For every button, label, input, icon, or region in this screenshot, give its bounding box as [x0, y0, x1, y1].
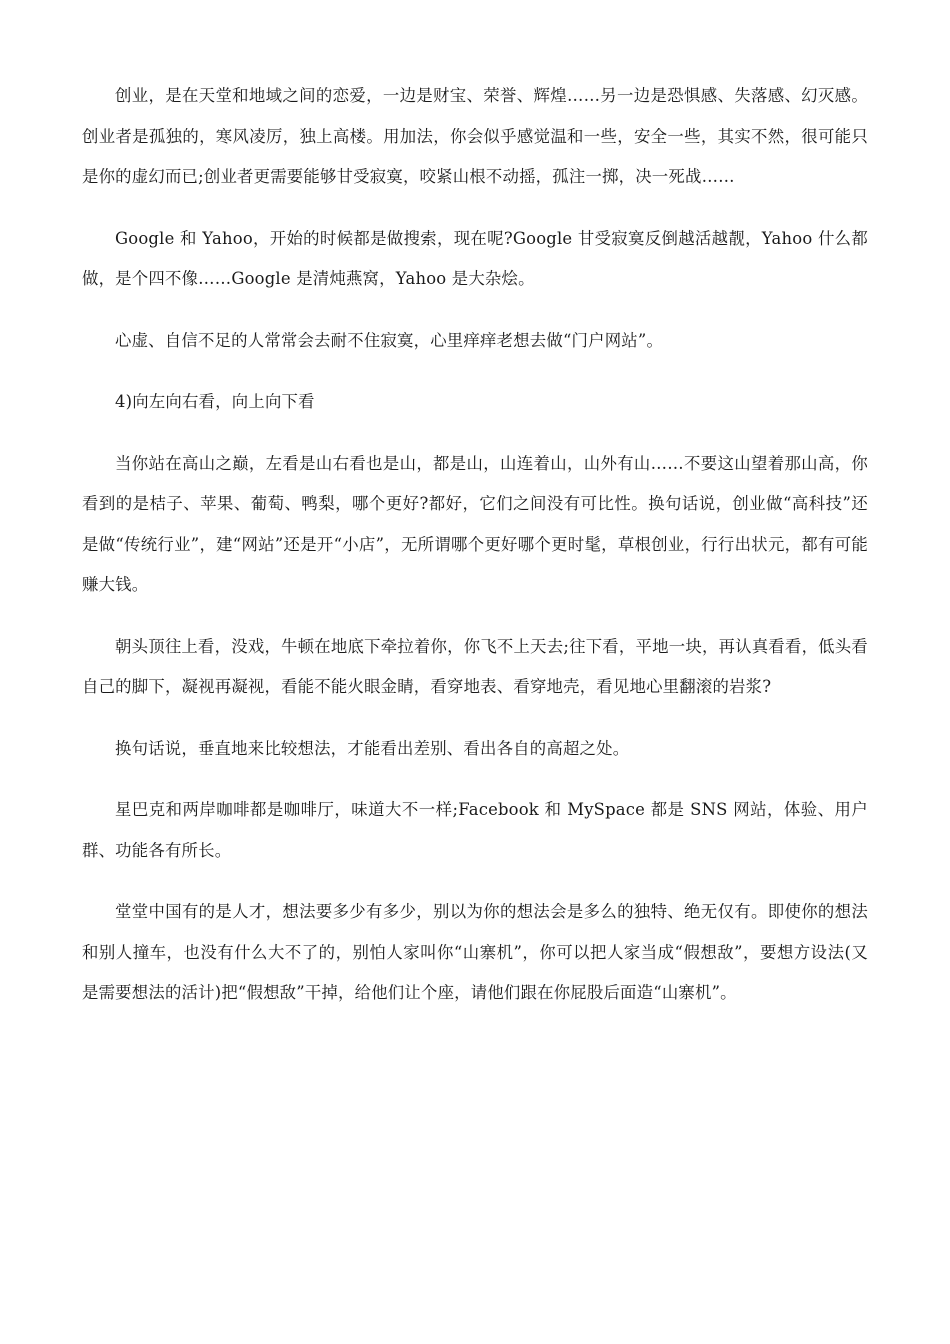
paragraph-7: 换句话说，垂直地来比较想法，才能看出差别、看出各自的高超之处。 [115, 738, 630, 758]
paragraph-9: 堂堂中国有的是人才，想法要多少有多少，别以为你的想法会是多么的独特、绝无仅有。即使你的想法和别人撞车，也没有什么大不了的，别怕人家叫你“山寨机”，你可以把人家当成“假想敌”，要想方设法(又是需要想法的活计)把“假想敌”干掉，给他们让个座，请他们跟在你屁股后面造“山寨机”。 [82, 902, 868, 1002]
paragraph-2: Google 和 Yahoo，开始的时候都是做搜索，现在呢?Google 甘受寂寞反倒越活越靓，Yahoo 什么都做，是个四不像……Google 是清炖燕窝，Yahoo 是大杂烩。 [82, 228, 868, 288]
paragraph-3: 心虚、自信不足的人常常会去耐不住寂寞，心里痒痒老想去做“门户网站”。 [115, 330, 664, 350]
document-page [82, 76, 868, 1035]
paragraph-8: 星巴克和两岸咖啡都是咖啡厅，味道大不一样;Facebook 和 MySpace 都是 SNS 网站，体验、用户群、功能各有所长。 [82, 800, 868, 860]
paragraph-5: 当你站在高山之巅，左看是山右看也是山，都是山，山连着山，山外有山……不要这山望着那山高，你看到的是桔子、苹果、葡萄、鸭梨，哪个更好?都好，它们之间没有可比性。换句话说，创业做“高科技”还是做“传统行业”，建“网站”还是开“小店”，无所谓哪个更好哪个更时髦，草根创业，行行出状元，都有可能赚大钱。 [82, 453, 868, 594]
paragraph-6: 朝头顶往上看，没戏，牛顿在地底下牵拉着你，你飞不上天去;往下看，平地一块，再认真看看，低头看自己的脚下，凝视再凝视，看能不能火眼金睛，看穿地表、看穿地壳，看见地心里翻滚的岩浆? [82, 636, 868, 696]
section-heading: 4)向左向右看，向上向下看 [115, 392, 315, 411]
paragraph-1: 创业，是在天堂和地域之间的恋爱，一边是财宝、荣誉、辉煌……另一边是恐惧感、失落感、幻灭感。创业者是孤独的，寒风凌厉，独上高楼。用加法，你会似乎感觉温和一些，安全一些，其实不然，很可能只是你的虚幻而已;创业者更需要能够甘受寂寞，咬紧山根不动摇，孤注一掷，决一死战…… [82, 86, 868, 186]
